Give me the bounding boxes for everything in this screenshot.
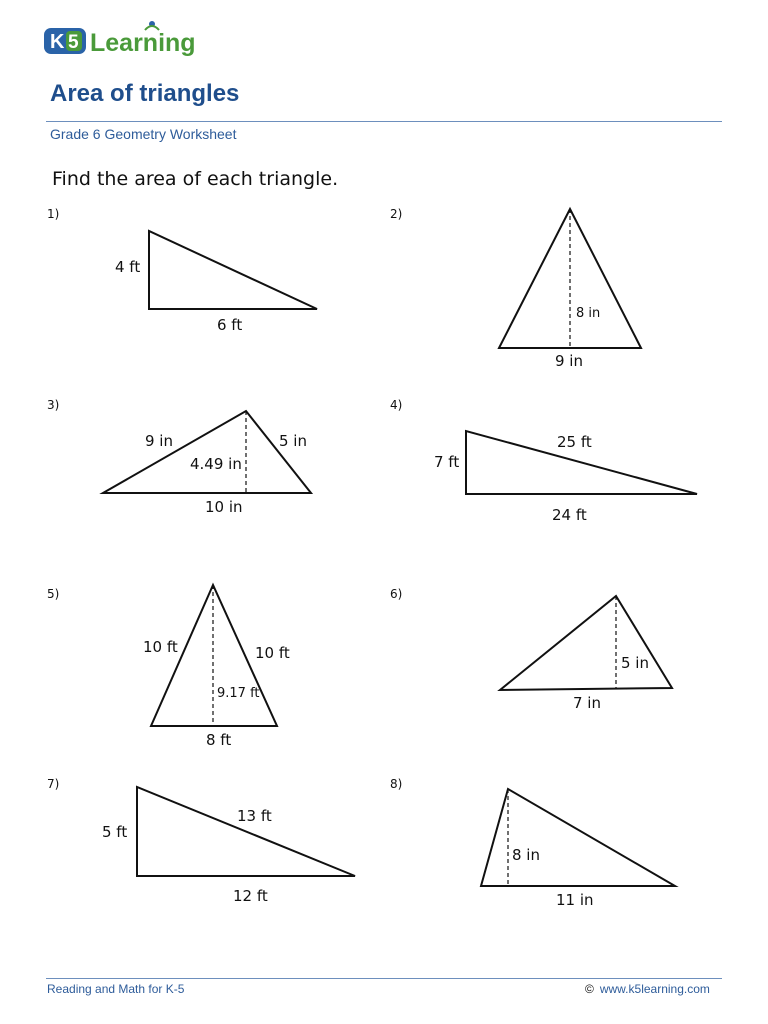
triangle-2-height-label: 8 in bbox=[576, 306, 601, 321]
triangle-1 bbox=[149, 231, 317, 309]
problem-number-4: 4) bbox=[390, 398, 403, 412]
triangle-1-base-label: 6 ft bbox=[217, 316, 243, 334]
page-subtitle: Grade 6 Geometry Worksheet bbox=[50, 126, 237, 142]
svg-text:Learning: Learning bbox=[90, 29, 196, 57]
triangle-4-base-label: 24 ft bbox=[552, 506, 587, 524]
svg-text:5: 5 bbox=[68, 32, 79, 53]
triangle-8-height-label: 8 in bbox=[512, 846, 540, 864]
triangle-8 bbox=[481, 789, 675, 886]
problem-number-6: 6) bbox=[390, 587, 403, 601]
triangle-4-height-label: 7 ft bbox=[434, 453, 460, 471]
problem-number-1: 1) bbox=[47, 207, 60, 221]
triangle-6-base-label: 7 in bbox=[573, 694, 601, 712]
triangle-8-base-label: 11 in bbox=[556, 891, 594, 909]
triangle-6 bbox=[500, 596, 672, 690]
problem-number-7: 7) bbox=[47, 777, 60, 791]
footer-divider bbox=[46, 978, 722, 979]
footer-tagline: Reading and Math for K-5 bbox=[47, 982, 185, 996]
copyright-symbol: © bbox=[585, 982, 594, 996]
triangle-5-height-label: 9.17 ft bbox=[217, 686, 260, 701]
triangle-5-left-side-label: 10 ft bbox=[143, 638, 178, 656]
page-title: Area of triangles bbox=[50, 80, 240, 107]
triangle-3-height-label: 4.49 in bbox=[190, 455, 242, 473]
problem-number-8: 8) bbox=[390, 777, 403, 791]
footer-website-link[interactable]: www.k5learning.com bbox=[599, 982, 710, 996]
svg-text:K: K bbox=[50, 31, 65, 53]
triangle-7-hypotenuse-label: 13 ft bbox=[237, 807, 272, 825]
triangle-3 bbox=[103, 411, 311, 493]
triangle-7-base-label: 12 ft bbox=[233, 887, 268, 905]
instruction-text: Find the area of each triangle. bbox=[52, 168, 339, 190]
triangle-5-right-side-label: 10 ft bbox=[255, 644, 290, 662]
triangle-2 bbox=[499, 209, 641, 348]
footer-website bbox=[585, 982, 710, 996]
triangle-5-base-label: 8 ft bbox=[206, 731, 232, 749]
triangle-3-base-label: 10 in bbox=[205, 498, 243, 516]
triangle-7 bbox=[137, 787, 355, 876]
triangle-1-height-label: 4 ft bbox=[115, 258, 141, 276]
triangle-7-height-label: 5 ft bbox=[102, 823, 128, 841]
triangle-4-hypotenuse-label: 25 ft bbox=[557, 433, 592, 451]
problem-number-5: 5) bbox=[47, 587, 60, 601]
triangle-3-left-side-label: 9 in bbox=[145, 432, 173, 450]
problem-number-3: 3) bbox=[47, 398, 60, 412]
triangle-3-right-side-label: 5 in bbox=[279, 432, 307, 450]
problem-number-2: 2) bbox=[390, 207, 403, 221]
triangle-6-height-label: 5 in bbox=[621, 654, 649, 672]
triangle-2-base-label: 9 in bbox=[555, 352, 583, 370]
